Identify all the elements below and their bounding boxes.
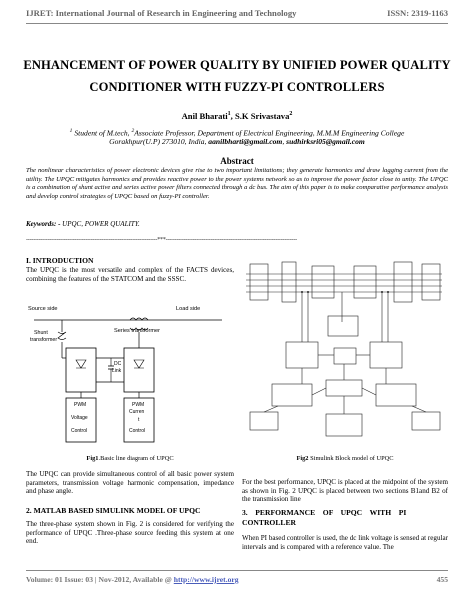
figure-1-caption bbox=[26, 455, 234, 462]
section-2-heading: 2. MATLAB BASED SIMULINK MODEL OF UPQC bbox=[26, 506, 201, 515]
fig2-load-block bbox=[422, 264, 440, 300]
fig2-scope-link-1 bbox=[264, 406, 278, 412]
section-1-heading: I. INTRODUCTION bbox=[26, 256, 94, 265]
fig1-dc-label: DC bbox=[114, 361, 122, 367]
fig1-shunt-winding bbox=[58, 332, 66, 340]
fig2-shunt-inverter-block bbox=[286, 342, 318, 368]
fig1-load-side-label: Load side bbox=[176, 306, 201, 312]
fig2-scope-block-1 bbox=[250, 412, 278, 430]
fig2-line-section-b1 bbox=[312, 266, 334, 298]
fig1-source-side-label: Source side bbox=[28, 306, 58, 312]
fig2-series-inverter-block bbox=[370, 342, 402, 368]
header-rule bbox=[26, 23, 448, 24]
keywords bbox=[26, 220, 140, 228]
issn: ISSN: 2319-1163 bbox=[387, 8, 448, 18]
author-1: Anil Bharati bbox=[181, 111, 228, 121]
fig2-shunt-controller-block bbox=[272, 384, 312, 406]
author-2: S.K Srivastava bbox=[234, 111, 290, 121]
paragraph-2: The UPQC can provide simultaneous control of all basic power system parameters, transmission voltage harmonic compensation, impedance and phase angle. bbox=[26, 470, 234, 496]
fig1-shunt-thyristor-icon bbox=[76, 360, 86, 368]
figure-1-diagram bbox=[26, 302, 234, 454]
right-paragraph-1: For the best performance, UPQC is placed at the midpoint of the system as shown in Fig. 2 UPQC is placed between two sections B1and B2 of the transmission line bbox=[242, 478, 448, 504]
fig1-shunt-label-1: Shunt bbox=[34, 330, 48, 336]
journal-footer bbox=[26, 575, 448, 584]
author-2-sup: 2 bbox=[289, 111, 293, 118]
fig2-scope-block-2 bbox=[412, 412, 440, 430]
footer-rule bbox=[26, 570, 448, 571]
footer-volume: Volume: 01 Issue: 03 | Nov-2012, Available @ bbox=[26, 575, 174, 584]
fig2-fuzzy-pi-block bbox=[326, 380, 362, 396]
fig2-source-block bbox=[250, 264, 268, 300]
section-2-text: The three-phase system shown in Fig. 2 is considered for verifying the performance of UPQC .Three-phase source feeding this system at one end. bbox=[26, 520, 234, 546]
fig2-line-section-b2 bbox=[354, 266, 376, 298]
figure-2-caption-text: Simulink Block model of UPQC bbox=[308, 455, 394, 462]
page-number: 455 bbox=[436, 575, 448, 584]
author-list bbox=[0, 111, 474, 121]
figure-2-simulink-diagram bbox=[242, 252, 448, 452]
section-1-text: The UPQC is the most versatile and complex of the FACTS devices, combining the features of the STATCOM and the SSSC. bbox=[26, 266, 234, 283]
fig2-junction-4 bbox=[387, 291, 389, 293]
affiliation-line-2: Gorakhpur(U.P) 273010, India, aanilbharti@gmail.com, sudhirksri05@gmail.com bbox=[109, 137, 365, 146]
section-3-text: When PI based controller is used, the dc link voltage is sensed at regular intervals and is compared with a reference value. The bbox=[242, 534, 448, 551]
keywords-text: UPQC, POWER QUALITY. bbox=[62, 220, 140, 228]
author-1-sup: 1 bbox=[227, 111, 231, 118]
figure-1-caption-text: .Basic line diagram of UPQC bbox=[98, 455, 174, 462]
fig2-junction-1 bbox=[301, 291, 303, 293]
fig1-pwm-current-line-1: PWM bbox=[132, 402, 145, 408]
affiliation-text-rest: Associate Professor, Department of Electrical Engineering, M.M.M Engineering College bbox=[134, 128, 405, 138]
fig2-dc-link-block bbox=[334, 348, 356, 364]
fig1-pwm-voltage-line-1: PWM bbox=[74, 402, 87, 408]
affiliation-sup-1: 1 bbox=[69, 128, 73, 134]
author-separator: , bbox=[230, 111, 235, 121]
footer-url-link[interactable]: http://www.ijret.org bbox=[173, 575, 239, 584]
abstract-heading: Abstract bbox=[220, 156, 254, 166]
fig1-series-thyristor-icon bbox=[134, 360, 144, 368]
fig1-series-converter bbox=[124, 348, 154, 392]
fig1-pwm-current-line-4: Control bbox=[129, 428, 146, 434]
fig2-fuzzy-link-left bbox=[312, 388, 326, 395]
section-separator: -------------------------------------------------------------------------***------------------------------------------------------------------------- bbox=[26, 237, 297, 243]
fig1-pwm-current-line-2: Curren bbox=[129, 409, 145, 415]
fig2-scope-link-2 bbox=[412, 406, 426, 412]
affiliation-sup-2: 2 bbox=[131, 128, 135, 134]
journal-name: IJRET: International Journal of Research in Engineering and Technology bbox=[26, 8, 297, 18]
paper-title-line-1: ENHANCEMENT OF POWER QUALITY BY UNIFIED POWER QUALITY bbox=[23, 58, 451, 72]
abstract-text: The nonlinear characteristics of power electronic devices give rise to two important limitations; they generate harmonics and draw lagging current from the utility. The UPQC mitigates harmonics and provides reactive power to the power systems network so as to improve the power factor close to unity. The UPQC is a combination of shunt active and series active power filters connected through a dc bus. The aim of this paper is to make comparative performance analysis and develop control strategies of UPQC based on fuzzy-PI controller. bbox=[26, 167, 448, 200]
fig1-pwm-voltage-line-3: Control bbox=[71, 428, 88, 434]
fig2-series-transformer-block bbox=[328, 316, 358, 336]
fig1-link-label: Link bbox=[112, 368, 122, 374]
affiliation-address: Gorakhpur(U.P) 273010, India, bbox=[109, 137, 209, 146]
fig2-series-controller-block bbox=[376, 384, 416, 406]
figure-2-caption bbox=[242, 455, 448, 462]
figure-1-caption-label: Fig1 bbox=[86, 455, 99, 462]
fig2-fuzzy-link-right bbox=[362, 388, 376, 395]
fig2-measurement-block bbox=[394, 262, 412, 302]
section-3-heading: 3. PERFORMANCE OF UPQC WITH PI CONTROLLER bbox=[242, 508, 409, 527]
fig2-junction-2 bbox=[307, 291, 309, 293]
fig1-shunt-label-2: transformer bbox=[30, 337, 58, 343]
journal-header bbox=[26, 8, 448, 22]
paper-title-line-2: CONDITIONER WITH FUZZY-PI CONTROLLERS bbox=[89, 80, 385, 94]
fig1-series-transformer-label: Series transformer bbox=[114, 328, 161, 334]
fig1-pwm-current-line-3: t bbox=[138, 417, 140, 423]
keywords-label: Keywords: - bbox=[26, 220, 63, 228]
email-1[interactable]: aanilbharti@gmail.com bbox=[208, 137, 283, 146]
fig1-shunt-converter bbox=[66, 348, 96, 392]
fig2-pwm-generator-block bbox=[326, 414, 362, 436]
affiliation-text: Student of M.tech, bbox=[74, 128, 132, 138]
fig2-breaker-block bbox=[282, 262, 296, 302]
email-2[interactable]: sudhirksri05@gmail.com bbox=[286, 137, 365, 146]
fig2-junction-3 bbox=[381, 291, 383, 293]
figure-2-caption-label: Fig2 bbox=[296, 455, 309, 462]
fig1-pwm-voltage-line-2: Voltage bbox=[71, 415, 88, 421]
